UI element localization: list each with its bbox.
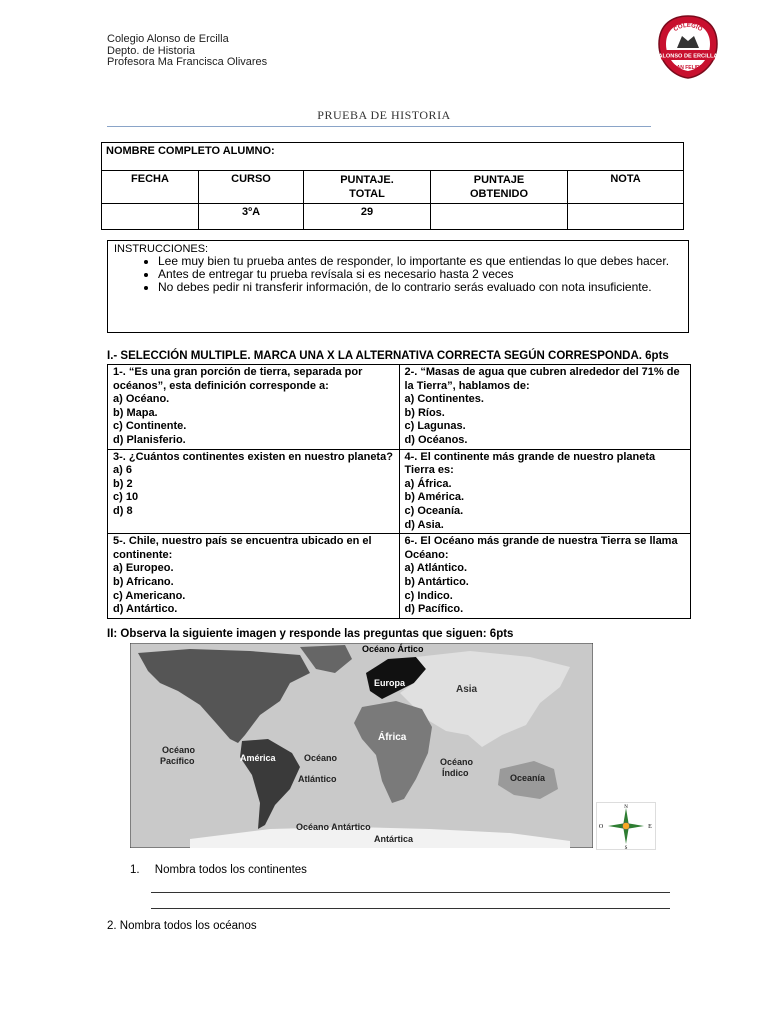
section-1-heading: I.- SELECCIÓN MULTIPLE. MARCA UNA X LA ALTERNATIVA CORRECTA SEGÚN CORRESPONDA. 6pts <box>107 350 669 362</box>
option[interactable]: c) Oceanía. <box>404 504 464 517</box>
header-puntaje-total: PUNTAJE. TOTAL <box>304 171 431 204</box>
value-curso: 3ºA <box>199 204 304 230</box>
logo-text-mid: ALONSO DE ERCILLA <box>658 53 718 60</box>
question-6 <box>399 534 691 619</box>
instructions-list <box>114 255 682 294</box>
logo-text-top: COLEGIO <box>672 22 704 34</box>
option[interactable]: d) Asia. <box>404 518 444 531</box>
question-text: 4-. El continente más grande de nuestro planeta Tierra es: <box>404 450 656 477</box>
instruction-item: • Antes de entregar tu prueba revísala si es necesario hasta 2 veces <box>158 268 682 281</box>
question-number: 1. <box>130 864 140 876</box>
world-map <box>130 643 593 848</box>
question-1 <box>108 365 400 450</box>
teacher-name: Profesora Ma Francisca Olivares <box>107 56 268 68</box>
option[interactable]: b) Mapa. <box>113 406 158 419</box>
option[interactable]: c) Americano. <box>113 589 186 602</box>
label-indico-1: Océano <box>440 757 474 767</box>
multiple-choice-table <box>107 364 691 619</box>
answer-line[interactable] <box>151 892 670 893</box>
label-pacifico-1: Océano <box>162 745 196 755</box>
label-america: América <box>240 753 276 763</box>
value-puntaje-total: 29 <box>304 204 431 230</box>
question-5 <box>108 534 400 619</box>
option[interactable]: d) Antártico. <box>113 603 178 616</box>
label-pacifico-2: Pacífico <box>160 756 195 766</box>
compass-e: E <box>648 824 652 830</box>
option[interactable]: c) Continente. <box>113 420 187 433</box>
option[interactable]: d) Planisferio. <box>113 433 186 446</box>
answer-line[interactable] <box>151 908 670 909</box>
question-continents <box>130 864 307 876</box>
label-oceano-artico: Océano Ártico <box>362 644 424 654</box>
label-atlantico-1: Océano <box>304 753 338 763</box>
compass-n: N <box>624 805 628 810</box>
option[interactable]: b) 2 <box>113 477 133 490</box>
instructions-label: INSTRUCCIONES: <box>114 243 209 255</box>
option[interactable]: b) Africano. <box>113 575 174 588</box>
label-atlantico-2: Atlántico <box>298 774 337 784</box>
option[interactable]: a) 6 <box>113 464 132 477</box>
instruction-item: • Lee muy bien tu prueba antes de responder, lo importante es que entiendas lo que debes hacer. <box>158 255 682 268</box>
question-2 <box>399 365 691 450</box>
label-europa: Europa <box>374 678 406 688</box>
instruction-item: • No debes pedir ni transferir información, de lo contrario serás evaluado con nota insuficiente. <box>158 281 682 294</box>
option[interactable]: c) 10 <box>113 491 139 504</box>
question-text: 1-. “Es una gran porción de tierra, separada por océanos”, esta definición corresponde a: <box>113 366 363 392</box>
logo-text-bottom: SAN FELIPE <box>673 65 703 71</box>
section-2-heading: II: Observa la siguiente imagen y responde las preguntas que siguen: 6pts <box>107 628 514 640</box>
option[interactable]: b) Antártico. <box>404 575 469 588</box>
label-indico-2: Índico <box>442 768 469 778</box>
label-africa: África <box>378 732 407 743</box>
question-text: 2-. “Masas de agua que cubren alrededor del 71% de la Tierra”, hablamos de: <box>404 366 680 392</box>
compass-s: S <box>624 846 628 850</box>
header-curso: CURSO <box>199 171 304 204</box>
label-oceania: Oceanía <box>510 773 546 783</box>
page-title: PRUEBA DE HISTORIA <box>317 108 451 122</box>
question-text: 5-. Chile, nuestro país se encuentra ubicado en el continente: <box>113 535 372 561</box>
option[interactable]: d) Pacífico. <box>404 603 464 616</box>
compass-rose-icon <box>596 802 656 850</box>
compass-o: O <box>598 824 604 830</box>
label-antartica: Antártica <box>374 834 414 844</box>
student-info-table <box>101 142 684 230</box>
option[interactable]: a) Océano. <box>113 393 170 406</box>
question-oceans: 2. Nombra todos los océanos <box>107 920 257 932</box>
header-fecha: FECHA <box>102 171 199 204</box>
value-nota[interactable] <box>568 204 684 230</box>
option[interactable]: c) Lagunas. <box>404 420 466 433</box>
option[interactable]: a) Europeo. <box>113 562 174 575</box>
label-asia: Asia <box>456 684 478 695</box>
student-name-label: NOMBRE COMPLETO ALUMNO: <box>106 145 275 157</box>
school-name: Colegio Alonso de Ercilla <box>107 33 229 45</box>
option[interactable]: d) 8 <box>113 504 133 517</box>
header-puntaje-obtenido: PUNTAJE OBTENIDO <box>431 171 568 204</box>
school-logo <box>655 14 721 80</box>
instructions-box <box>107 240 689 333</box>
label-oceano-antartico: Océano Antártico <box>296 822 371 832</box>
student-name-cell[interactable] <box>102 143 684 171</box>
option[interactable]: a) Atlántico. <box>404 562 468 575</box>
question-text: 6-. El Océano más grande de nuestra Tierra se llama Océano: <box>404 535 678 561</box>
value-fecha[interactable] <box>102 204 199 230</box>
option[interactable]: c) Indico. <box>404 589 453 602</box>
header-nota: NOTA <box>568 171 684 204</box>
option[interactable]: b) Ríos. <box>404 406 445 419</box>
question-3 <box>108 449 400 534</box>
option[interactable]: b) América. <box>404 491 465 504</box>
option[interactable]: a) África. <box>404 477 452 490</box>
question-4 <box>399 449 691 534</box>
school-header <box>107 34 267 69</box>
question-text: 3-. ¿Cuántos continentes existen en nuestro planeta? <box>113 450 393 463</box>
title-rule <box>107 126 651 127</box>
value-puntaje-obtenido[interactable] <box>431 204 568 230</box>
department: Depto. de Historia <box>107 44 196 57</box>
option[interactable]: a) Continentes. <box>404 393 484 406</box>
option[interactable]: d) Océanos. <box>404 433 468 446</box>
question-text: Nombra todos los continentes <box>154 864 307 876</box>
